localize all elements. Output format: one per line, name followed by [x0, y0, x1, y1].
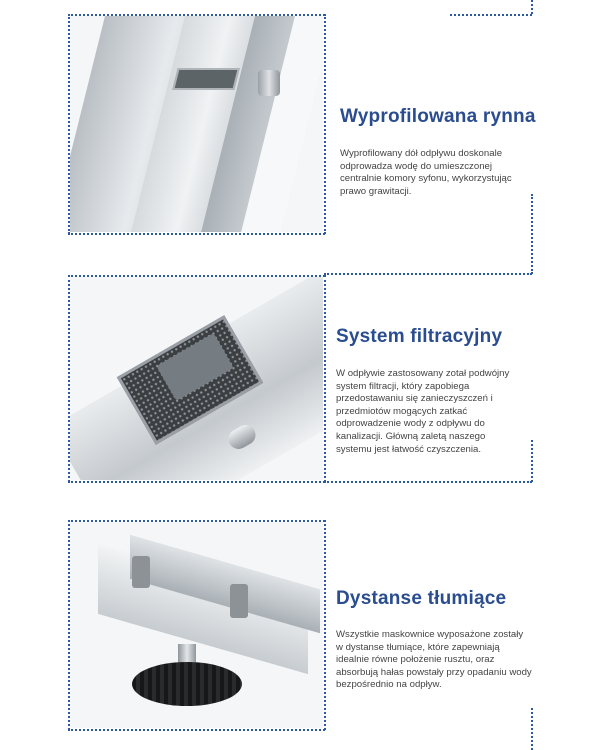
section-heading: System filtracyjny — [336, 326, 503, 347]
section-frame-right — [324, 14, 326, 234]
text-frame-bottom — [324, 481, 532, 483]
filter-grate-image — [70, 277, 323, 480]
text-frame-right — [531, 440, 533, 482]
damping-spacers-image — [70, 522, 323, 728]
section-description: Wyprofilowany dół odpływu doskonale odprowadza wodę do umieszczonej centralnie komory syfonu, wykorzystując prawo grawitacji. — [340, 148, 512, 197]
frame-stub-top-right — [531, 0, 533, 14]
section-heading: Dystanse tłumiące — [336, 588, 507, 609]
section-frame-bottom — [68, 481, 325, 483]
text-frame-bottom — [324, 273, 532, 275]
section-heading: Wyprofilowana rynna — [340, 106, 536, 127]
text-frame-right — [531, 194, 533, 274]
section-frame-right — [324, 520, 326, 730]
frame-stub-top-line — [450, 14, 532, 16]
section-frame-bottom — [68, 233, 325, 235]
section-frame-right — [324, 275, 326, 482]
drain-channel-image — [70, 16, 323, 232]
section-frame-bottom — [68, 729, 325, 731]
section-description: W odpływie zastosowany zotał podwójny system filtracji, który zapobiega przedostawaniu się zanieczyszczeń i przedmiotów mogących zatkać odprowadzenie wody z odpływu do kanalizacji. Główną zaletą naszego systemu jest łatwość czyszczenia. — [336, 368, 510, 455]
text-frame-right — [531, 708, 533, 750]
section-description: Wszystkie maskownice wyposażone zostały w dystanse tłumiące, które zapewniają idealnie równe położenie rusztu, oraz absorbują hałas powstały przy opadaniu wody bezpośrednio na odpływ. — [336, 629, 532, 691]
